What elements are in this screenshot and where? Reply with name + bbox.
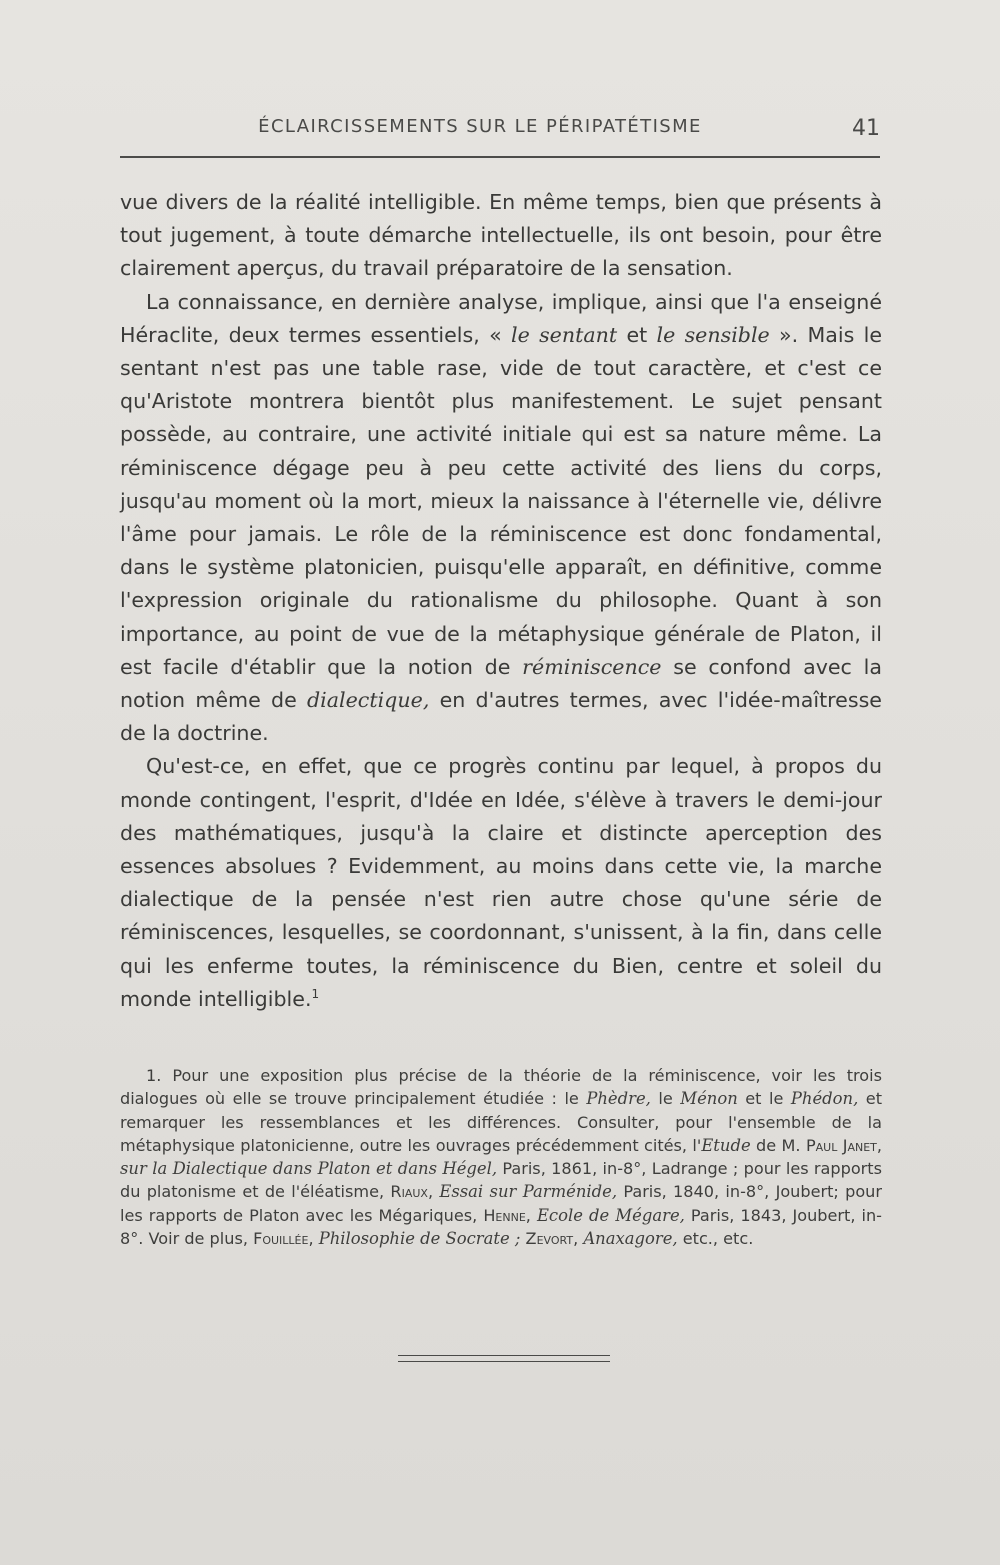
footnote-text: Paris, 1843, Joubert, in-8°. Voir de plus,	[120, 1205, 882, 1249]
footnote-author: Paul Janet,	[805, 1135, 883, 1155]
italic-le-sentant: le sentant	[511, 322, 618, 347]
footnote-text: de M.	[750, 1135, 806, 1155]
paragraph-2-text-d: se confond avec la notion même de	[120, 654, 882, 713]
footnote-author: Henne,	[483, 1205, 531, 1225]
footnote-text: et remarquer les ressemblances et les différences. Consulter, pour l'ensemble de la métaphysique platonicienne, outre les ouvrages précédemment cités, l'	[120, 1089, 883, 1155]
paragraph-2-text-b: et	[617, 322, 657, 347]
footnote-italic: Essai sur Parménide,	[439, 1182, 618, 1202]
paragraph-2-text-e: en d'autres termes, avec l'idée-maîtresse de la doctrine.	[120, 688, 882, 746]
footnote-italic: Philosophie de Socrate ;	[318, 1229, 521, 1249]
footnote-author: Zevort,	[525, 1229, 579, 1249]
italic-reminiscence: réminiscence	[522, 654, 662, 679]
italic-le-sensible: le sensible	[656, 322, 770, 347]
header-rule	[120, 156, 880, 158]
footnote-italic: sur la Dialectique dans Platon et dans Hégel,	[120, 1159, 498, 1179]
footnote-italic: Phédon,	[790, 1089, 859, 1109]
footnote-paragraph	[120, 1064, 882, 1250]
footnote-author: Riaux,	[390, 1182, 434, 1202]
footnote-text: le	[650, 1089, 681, 1109]
footnote-text: Paris, 1840, in-8°, Joubert; pour les rapports de Platon avec les Mégariques,	[120, 1182, 883, 1225]
running-head	[120, 116, 880, 146]
footnote-text: et le	[737, 1089, 791, 1109]
paragraph-1: vue divers de la réalité intelligible. En même temps, bien que présents à tout jugement, à toute démarche intellectuelle, ils ont besoin, pour être clairement aperçus, du travail préparatoire de la sensation.	[120, 190, 882, 281]
paragraph-2-text-a: La connaissance, en dernière analyse, implique, ainsi que l'a enseigné Héraclite, deux termes essentiels, «	[120, 289, 882, 347]
paragraph-3	[120, 750, 882, 1016]
page-number: 41	[852, 116, 880, 141]
running-title: ÉCLAIRCISSEMENTS SUR LE PÉRIPATÉTISME	[258, 116, 702, 137]
end-double-rule	[398, 1355, 610, 1362]
footnote	[120, 1064, 882, 1250]
footnote-text: etc., etc.	[677, 1229, 754, 1249]
paragraph-2	[120, 286, 882, 751]
footnote-italic: Anaxagore,	[583, 1229, 678, 1249]
footnote-reference[interactable]: 1	[311, 987, 320, 1002]
footnote-italic: Etude	[701, 1135, 751, 1155]
footnote-italic: Phèdre,	[586, 1089, 651, 1109]
footnote-italic: Ménon	[680, 1089, 738, 1109]
footnote-marker: 1.	[146, 1066, 162, 1085]
italic-dialectique: dialectique,	[306, 688, 430, 713]
footnote-author: Fouillée,	[253, 1229, 314, 1249]
main-text	[120, 186, 882, 1016]
paragraph-2-text-c: ». Mais le sentant n'est pas une table rase, vide de tout caractère, et c'est ce qu'Aristote montrera bientôt plus manifestement. Le sujet pensant possède, au contraire, une activité initiale qui est sa nature même. La réminiscence dégage peu à peu cette activité des liens du corps, jusqu'au moment où la mort, mieux la naissance à l'éternelle vie, délivre l'âme pour jamais. Le rôle de la réminiscence est donc fondamental, dans le système platonicien, puisqu'elle apparaît, en définitive, comme l'expression originale du rationalisme du philosophe. Quant à son importance, au point de vue de la métaphysique générale de Platon, il est facile d'établir que la notion de	[120, 322, 883, 679]
paragraph-3-text: Qu'est-ce, en effet, que ce progrès continu par lequel, à propos du monde contingent, l'esprit, d'Idée en Idée, s'élève à travers le demi-jour des mathématiques, jusqu'à la claire et distincte aperception des essences absolues ? Evidemment, au moins dans cette vie, la marche dialectique de la pensée n'est rien autre chose qu'une série de réminiscences, lesquelles, se coordonnant, s'unissent, à la fin, dans celle qui les enferme toutes, la réminiscence du Bien, centre et soleil du monde intelligible.	[120, 754, 882, 1011]
footnote-text: Paris, 1861, in-8°, Ladrange ; pour les rapports du platonisme et de l'éléatisme,	[120, 1159, 882, 1202]
footnote-text: Pour une exposition plus précise de la théorie de la réminiscence, voir les trois dialogues où elle se trouve principalement étudiée : le	[120, 1066, 882, 1109]
footnote-italic: Ecole de Mégare,	[536, 1205, 685, 1225]
